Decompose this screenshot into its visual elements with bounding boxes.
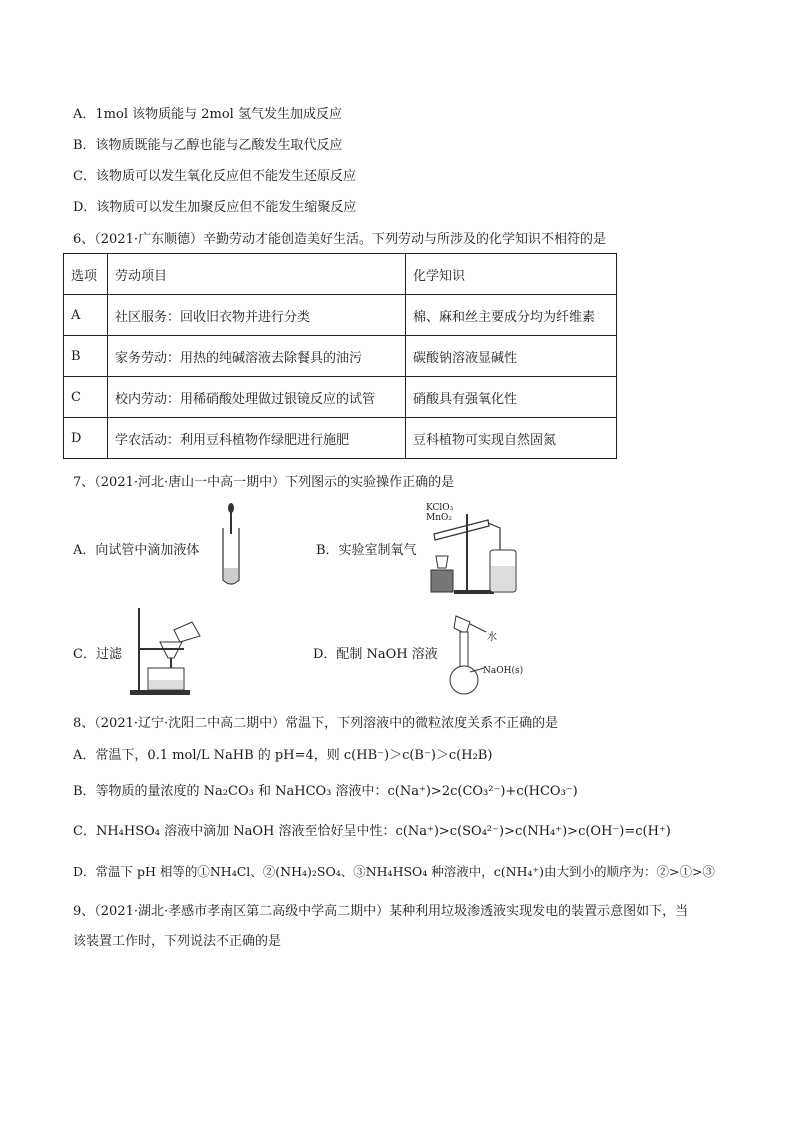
q9-stem-line1: 9、（2021·湖北·孝感市孝南区第二高级中学高二期中）某种利用垃圾渗透液实现发电的装置示意图如下，当 [73,904,689,919]
kclo3-label: KClO₃ [426,503,454,513]
cell-option: B [64,336,108,377]
cell-option: C [64,377,108,418]
header-labor: 劳动项目 [108,254,406,295]
q9-stem-line2: 该装置工作时，下列说法不正确的是 [73,934,282,949]
cell-labor: 社区服务：回收旧衣物并进行分类 [108,295,406,336]
q8-option-a: A．常温下，0.1 mol/L NaHB 的 pH=4，则 c(HB⁻)＞c(B⁻)＞c(H₂B) [73,748,493,763]
q7-option-a: A．向试管中滴加液体 [73,543,200,558]
table-row [64,418,617,459]
header-chem: 化学知识 [406,254,617,295]
q7-option-b: B．实验室制氧气 [316,543,417,558]
cell-chem: 碳酸钠溶液显碱性 [406,336,617,377]
cell-labor: 校内劳动：用稀硝酸处理做过银镜反应的试管 [108,377,406,418]
cell-option: A [64,295,108,336]
q5-option-d: D．该物质可以发生加聚反应但不能发生缩聚反应 [73,200,357,215]
header-option: 选项 [64,254,108,295]
table-header-row [64,254,617,295]
q5-option-c: C．该物质可以发生氧化反应但不能发生还原反应 [73,169,356,184]
cell-chem: 棉、麻和丝主要成分均为纤维素 [406,295,617,336]
cell-labor: 学农活动：利用豆科植物作绿肥进行施肥 [108,418,406,459]
water-label: 水 [487,632,497,643]
q7-option-c: C．过滤 [73,647,122,662]
q8-option-d: D．常温下 pH 相等的①NH₄Cl、②(NH₄)₂SO₄、③NH₄HSO₄ 种溶液中，c(NH₄⁺)由大到小的顺序为：②>①>③ [73,864,715,879]
table-row [64,377,617,418]
q7-stem: 7、（2021·河北·唐山一中高一期中）下列图示的实验操作正确的是 [73,475,455,490]
q8-stem: 8、（2021·辽宁·沈阳二中高二期中）常温下，下列溶液中的微粒浓度关系不正确的是 [73,716,559,731]
naoh-label: NaOH(s) [483,666,524,676]
cell-labor: 家务劳动：用热的纯碱溶液去除餐具的油污 [108,336,406,377]
oxygen-setup-figure [426,504,522,596]
q6-stem: 6、（2021·广东顺德）辛勤劳动才能创造美好生活。下列劳动与所涉及的化学知识不相符的是 [73,232,606,247]
q6-table [63,253,617,459]
test-tube-dropper-figure [218,502,244,588]
q5-option-b: B．该物质既能与乙醇也能与乙酸发生取代反应 [73,138,343,153]
q7-option-d: D．配制 NaOH 溶液 [313,647,438,662]
q8-option-b: B．等物质的量浓度的 Na₂CO₃ 和 NaHCO₃ 溶液中：c(Na⁺)>2c(CO₃²⁻)+c(HCO₃⁻) [73,784,578,799]
q8-option-c: C．NH₄HSO₄ 溶液中滴加 NaOH 溶液至恰好呈中性：c(Na⁺)>c(SO₄²⁻)>c(NH₄⁺)>c(OH⁻)=c(H⁺) [73,824,671,839]
cell-chem: 豆科植物可实现自然固氮 [406,418,617,459]
table-row [64,336,617,377]
cell-chem: 硝酸具有强氧化性 [406,377,617,418]
table-row [64,295,617,336]
volumetric-flask-figure [440,610,506,694]
mno2-label: MnO₂ [426,513,452,523]
filtration-figure [124,602,204,696]
cell-option: D [64,418,108,459]
q5-option-a: A．1mol 该物质能与 2mol 氢气发生加成反应 [73,107,342,122]
